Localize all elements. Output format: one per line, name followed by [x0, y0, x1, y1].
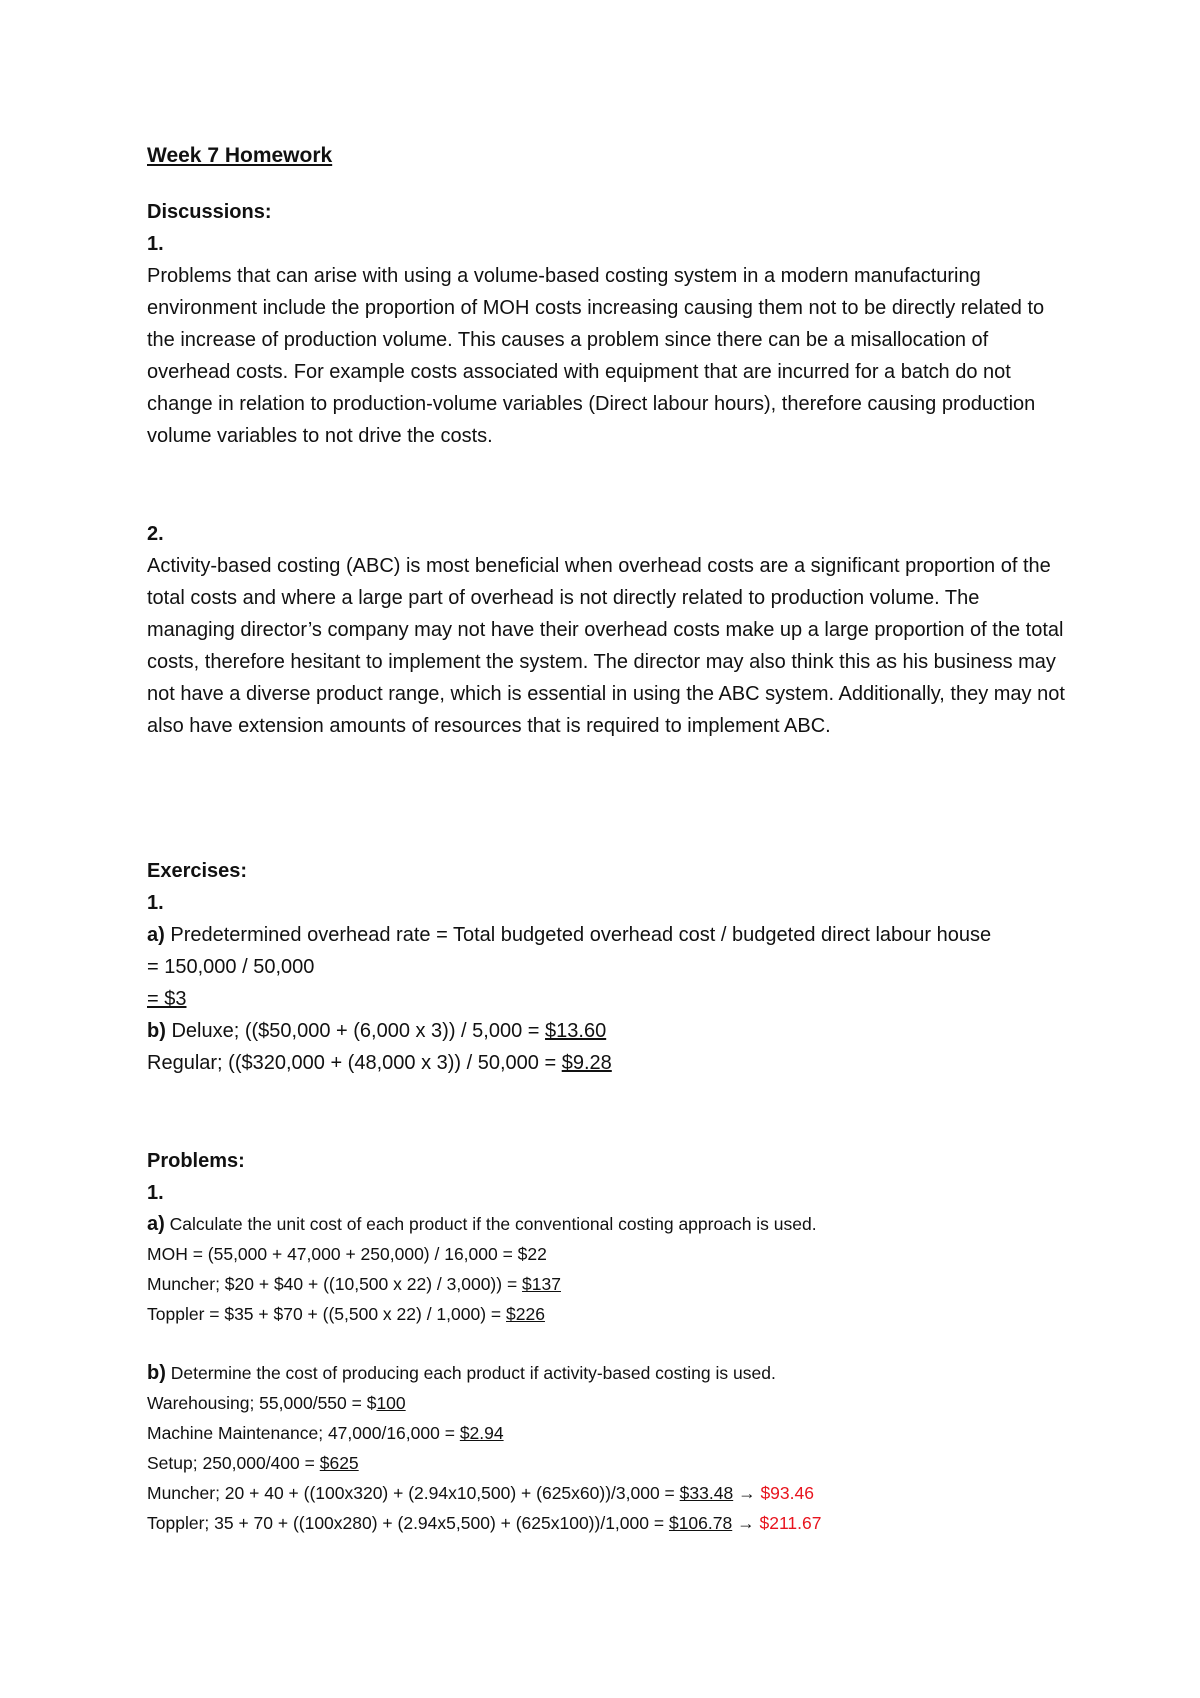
exercise-1b-label: b) — [147, 1020, 166, 1042]
problem-1b-muncher-final: $93.46 — [760, 1483, 814, 1503]
discussion-2 — [147, 518, 1067, 742]
problem-1b-warehousing-text: Warehousing; 55,000/550 = $ — [147, 1393, 377, 1413]
discussion-2-number: 2. — [147, 523, 164, 545]
exercise-1a-calc: = 150,000 / 50,000 — [147, 956, 315, 978]
exercise-1a — [147, 919, 1067, 951]
problem-1a-toppler — [147, 1299, 1067, 1329]
discussion-1-number: 1. — [147, 233, 164, 255]
exercises-section — [147, 855, 1067, 1079]
problem-1a-question — [147, 1209, 1067, 1239]
right-arrow-icon: → — [738, 1483, 756, 1503]
problem-1b-question — [147, 1358, 1067, 1388]
problem-1a-toppler-result: $226 — [506, 1304, 545, 1324]
problem-1b-toppler-result: $106.78 — [668, 1513, 733, 1533]
problem-1a-muncher — [147, 1269, 1067, 1299]
exercise-1b-deluxe-text: Deluxe; (($50,000 + (6,000 x 3)) / 5,000 = — [171, 1020, 540, 1042]
problem-1a-toppler-text: Toppler = $35 + $70 + ((5,500 x 22) / 1,000) = — [147, 1304, 502, 1324]
discussions-heading: Discussions: — [147, 201, 272, 223]
problem-1b-toppler-final: $211.67 — [759, 1513, 822, 1533]
problem-1b-label: b) — [147, 1362, 166, 1384]
problem-1b-machine-result: $2.94 — [459, 1423, 504, 1443]
problem-1a-moh: MOH = (55,000 + 47,000 + 250,000) / 16,000 = $22 — [147, 1244, 547, 1264]
problem-1b-machine — [147, 1418, 1067, 1448]
right-arrow-icon: → — [737, 1513, 755, 1533]
exercises-heading: Exercises: — [147, 860, 248, 882]
exercise-1b-deluxe-result: $13.60 — [545, 1020, 607, 1042]
problem-1b — [147, 1358, 1067, 1538]
problem-1b-setup-result: $625 — [319, 1453, 359, 1473]
exercise-1a-text: Predetermined overhead rate = Total budgeted overhead cost / budgeted direct labour house — [170, 924, 992, 946]
exercise-1b-regular-result: $9.28 — [561, 1052, 612, 1074]
problem-1a-muncher-result: $137 — [522, 1274, 561, 1294]
discussion-2-text: Activity-based costing (ABC) is most beneficial when overhead costs are a significant proportion of the total costs and where a large part of overhead is not directly related to production volume. The managing director’s company may not have their overhead costs make up a large proportion of the total costs, therefore hesitant to implement the system. The director may also think this as his business may not have a diverse product range, which is essential in using the ABC system. Additionally, they may not also have extension amounts of resources that is required to implement ABC. — [147, 555, 1065, 737]
problem-1b-muncher-text: Muncher; 20 + 40 + ((100x320) + (2.94x10,500) + (625x60))/3,000 = — [147, 1483, 675, 1503]
problem-1b-setup-text: Setup; 250,000/400 = — [147, 1453, 315, 1473]
problems-section — [147, 1145, 1067, 1329]
problem-1b-warehousing — [147, 1388, 1067, 1418]
discussions-section — [147, 196, 1067, 452]
problem-1b-machine-text: Machine Maintenance; 47,000/16,000 = — [147, 1423, 455, 1443]
exercise-1b-regular — [147, 1047, 1067, 1079]
problems-heading: Problems: — [147, 1150, 245, 1172]
problem-1b-muncher-result: $33.48 — [679, 1483, 734, 1503]
problem-1-number: 1. — [147, 1182, 164, 1204]
problem-1b-question-text: Determine the cost of producing each product if activity-based costing is used. — [170, 1363, 776, 1383]
page-title: Week 7 Homework — [147, 144, 333, 167]
problem-1b-muncher — [147, 1478, 1067, 1508]
exercise-1a-result: = $3 — [147, 988, 187, 1010]
problem-1b-setup — [147, 1448, 1067, 1478]
problem-1a-muncher-text: Muncher; $20 + $40 + ((10,500 x 22) / 3,000)) = — [147, 1274, 518, 1294]
problem-1a-label: a) — [147, 1213, 165, 1235]
exercise-1-number: 1. — [147, 892, 164, 914]
problem-1b-toppler — [147, 1508, 1067, 1538]
exercise-1b-deluxe — [147, 1015, 1067, 1047]
discussion-1-text: Problems that can arise with using a volume-based costing system in a modern manufacturing environment include the proportion of MOH costs increasing causing them not to be directly related to the increase of production volume. This causes a problem since there can be a misallocation of overhead costs. For example costs associated with equipment that are incurred for a batch do not change in relation to production-volume variables (Direct labour hours), therefore causing production volume variables to not drive the costs. — [147, 265, 1045, 447]
exercise-1b-regular-text: Regular; (($320,000 + (48,000 x 3)) / 50,000 = — [147, 1052, 557, 1074]
problem-1b-toppler-text: Toppler; 35 + 70 + ((100x280) + (2.94x5,500) + (625x100))/1,000 = — [147, 1513, 665, 1533]
exercise-1a-label: a) — [147, 924, 165, 946]
problem-1b-warehousing-result: 100 — [376, 1393, 406, 1413]
problem-1a-question-text: Calculate the unit cost of each product if the conventional costing approach is used. — [169, 1214, 817, 1234]
